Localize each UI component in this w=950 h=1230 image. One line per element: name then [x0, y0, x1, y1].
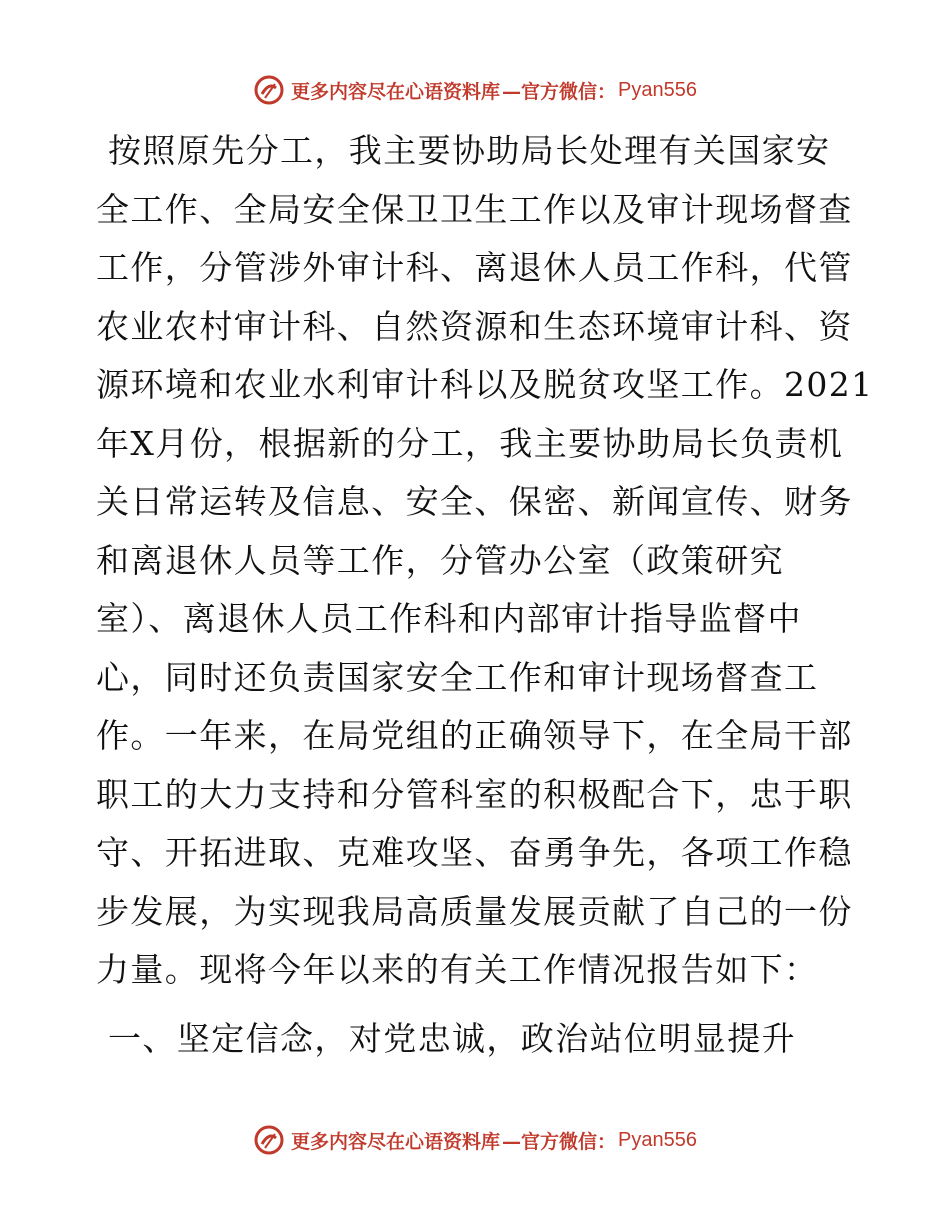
banner-wechat-id: Pyan556 — [618, 1128, 697, 1151]
body-line: 年X月份，根据新的分工，我主要协助局长负责机 — [96, 423, 844, 463]
body-line: 力量。现将今年以来的有关工作情况报告如下： — [96, 950, 819, 989]
body-line: 源环境和农业水利审计科以及脱贫攻坚工作。2021 — [96, 365, 874, 404]
body-line: 农业农村审计科、自然资源和生态环境审计科、资 — [96, 306, 853, 346]
body-line: 工作，分管涉外审计科、离退休人员工作科，代管 — [96, 248, 853, 287]
body-paragraph — [96, 122, 874, 1000]
banner-main-text: 更多内容尽在心语资料库 — [291, 1130, 501, 1153]
body-line: 职工的大力支持和分管科室的积极配合下，忠于职 — [96, 774, 853, 814]
logo-icon — [253, 74, 285, 106]
section-heading: 一、坚定信念，对党忠诚，政治站位明显提升 — [108, 1019, 796, 1058]
body-line: 心，同时还负责国家安全工作和审计现场督查工 — [96, 657, 819, 697]
header-banner — [0, 70, 950, 110]
body-line: 和离退休人员等工作，分管办公室（政策研究 — [96, 540, 784, 580]
body-line: 室）、离退休人员工作科和内部审计指导监督中 — [96, 599, 802, 638]
banner-wechat-id: Pyan556 — [618, 78, 697, 101]
banner-main-text: 更多内容尽在心语资料库 — [291, 80, 501, 103]
banner-dash-text: —官方微信： — [502, 80, 617, 103]
logo-icon — [253, 1124, 285, 1156]
body-line: 按照原先分工，我主要协助局长处理有关国家安 — [108, 131, 831, 170]
body-line: 步发展，为实现我局高质量发展贡献了自己的一份 — [96, 891, 853, 931]
banner-dash-text: —官方微信： — [502, 1130, 617, 1153]
body-line: 作。一年来，在局党组的正确领导下，在全局干部 — [96, 716, 853, 755]
body-line: 守、开拓进取、克难攻坚、奋勇争先，各项工作稳 — [96, 833, 853, 872]
footer-banner — [0, 1120, 950, 1160]
body-line: 关日常运转及信息、安全、保密、新闻宣传、财务 — [96, 482, 853, 521]
body-line: 全工作、全局安全保卫卫生工作以及审计现场督查 — [96, 189, 853, 229]
